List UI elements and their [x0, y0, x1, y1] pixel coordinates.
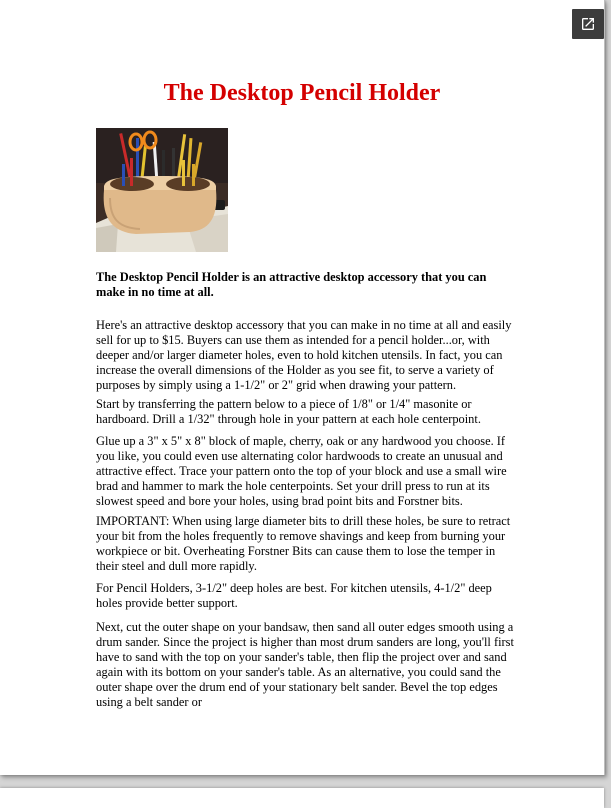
- open-in-new-icon: [580, 16, 596, 32]
- popout-button[interactable]: [572, 9, 604, 39]
- next-page-edge: [0, 788, 604, 808]
- body-paragraph-sanding: Next, cut the outer shape on your bandsaw, then sand all outer edges smooth using a drum sander. Since the project is higher than most drum sanders are long, you'll first have to sand with the top on your sander's table, then flip the project over and sand again with its bottom on your sander's table. As an alternative, you could sand the outer shape over the drum end of your stationary belt sander. Bevel the top edges using a belt sander or: [96, 620, 514, 709]
- body-paragraph-glue-up: Glue up a 3" x 5" x 8" block of maple, cherry, oak or any hardwood you choose. If you like, you could even use alternating color hardwoods to create an unusual and attractive effect. Trace your pattern onto the top of your block and use a small wire brad and hammer to mark the hole centerpoints. Set your drill press to run at its slowest speed and bore your holes, using brad point bits and Forstner bits.: [96, 434, 507, 508]
- body-paragraph-pattern: Start by transferring the pattern below to a piece of 1/8" or 1/4" masonite or hardboard. Drill a 1/32" through hole in your pattern at each hole centerpoint.: [96, 397, 481, 426]
- intro-paragraph: The Desktop Pencil Holder is an attractive desktop accessory that you can make in no time at all.: [96, 270, 487, 299]
- body-paragraph-important: IMPORTANT: When using large diameter bits to drill these holes, be sure to retract your bit from the holes frequently to remove shavings and keep from burning your workpiece or bit. Overheating Forstner Bits can cause them to lose the temper in their steel and dull more rapidly.: [96, 514, 511, 573]
- pencil-holder-photo: [96, 128, 228, 252]
- page-title: The Desktop Pencil Holder: [163, 80, 441, 106]
- body-paragraph-hole-depth: For Pencil Holders, 3-1/2" deep holes are best. For kitchen utensils, 4-1/2" deep holes provide better support.: [96, 581, 492, 610]
- body-paragraph-overview: Here's an attractive desktop accessory that you can make in no time at all and easily sell for up to $15. Buyers can use them as intended for a pencil holder...or, with deeper and/or larger diameter holes, even to hold kitchen utensils. In fact, you can increase the overall dimensions of the Holder as you see fit, to serve a variety of purposes by simply using a 1-1/2" or 2" grid when drawing your pattern.: [96, 318, 512, 392]
